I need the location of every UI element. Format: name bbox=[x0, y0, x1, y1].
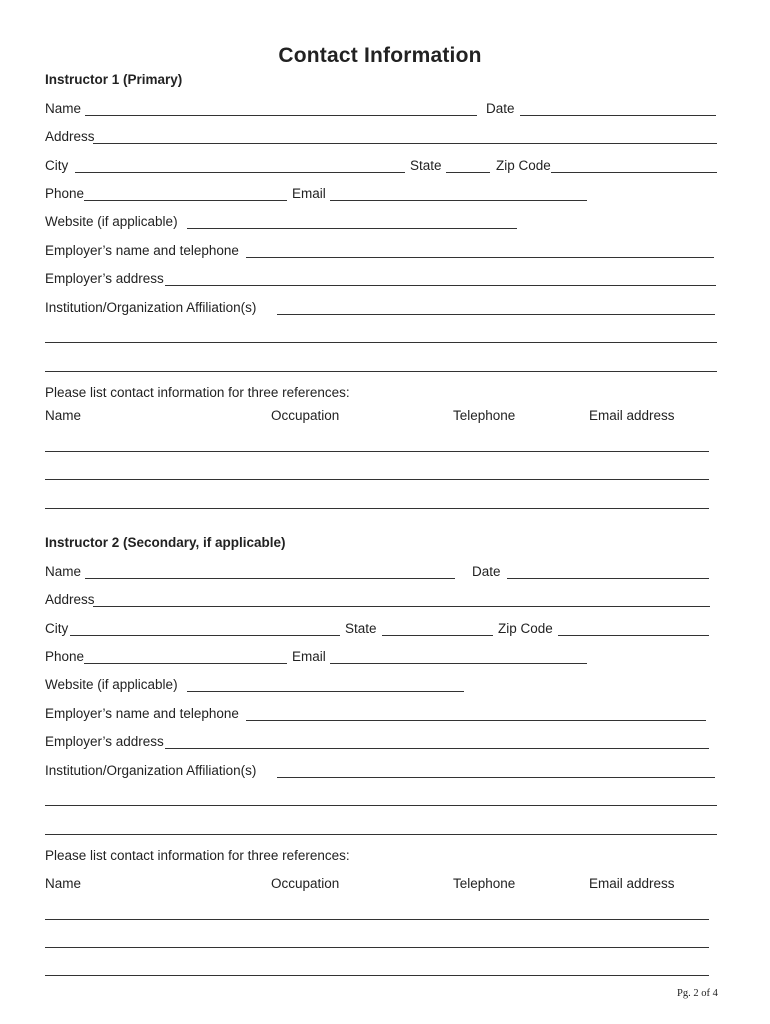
i1-employer-name-field[interactable] bbox=[246, 257, 714, 258]
i2-references-prompt: Please list contact information for three references: bbox=[45, 848, 350, 863]
page-number: Pg. 2 of 4 bbox=[677, 988, 718, 999]
i2-city-field[interactable] bbox=[70, 635, 340, 636]
i2-employer-name-label: Employer’s name and telephone bbox=[45, 706, 239, 721]
i2-ref-header-email: Email address bbox=[589, 876, 675, 891]
i2-website-field[interactable] bbox=[187, 691, 464, 692]
instructor-2-heading: Instructor 2 (Secondary, if applicable) bbox=[45, 535, 286, 550]
i2-employer-address-label: Employer’s address bbox=[45, 734, 164, 749]
i1-affiliation-label: Institution/Organization Affiliation(s) bbox=[45, 300, 257, 315]
i2-name-field[interactable] bbox=[85, 578, 455, 579]
i2-affiliation-line-2[interactable] bbox=[45, 805, 717, 806]
i2-employer-name-field[interactable] bbox=[246, 720, 706, 721]
i1-employer-address-label: Employer’s address bbox=[45, 271, 164, 286]
i1-reference-line-3[interactable] bbox=[45, 508, 709, 509]
i2-city-label: City bbox=[45, 621, 69, 636]
i1-phone-label: Phone bbox=[45, 186, 85, 201]
instructor-1-heading: Instructor 1 (Primary) bbox=[45, 72, 183, 87]
i1-website-field[interactable] bbox=[187, 228, 517, 229]
i2-affiliation-field[interactable] bbox=[277, 777, 715, 778]
i2-reference-line-1[interactable] bbox=[45, 919, 709, 920]
i2-date-field[interactable] bbox=[507, 578, 709, 579]
i1-ref-header-email: Email address bbox=[589, 408, 675, 423]
i1-date-label: Date bbox=[486, 101, 515, 116]
i2-employer-address-field[interactable] bbox=[165, 748, 709, 749]
i1-address-label: Address bbox=[45, 129, 95, 144]
i1-affiliation-line-2[interactable] bbox=[45, 342, 717, 343]
i1-name-label: Name bbox=[45, 101, 82, 116]
i1-email-label: Email bbox=[292, 186, 326, 201]
i1-affiliation-field[interactable] bbox=[277, 314, 715, 315]
i2-phone-field[interactable] bbox=[84, 663, 287, 664]
i1-state-label: State bbox=[410, 158, 442, 173]
i1-state-field[interactable] bbox=[446, 172, 490, 173]
i2-ref-header-telephone: Telephone bbox=[453, 876, 516, 891]
i1-phone-field[interactable] bbox=[84, 200, 287, 201]
i2-email-field[interactable] bbox=[330, 663, 587, 664]
i1-ref-header-occupation: Occupation bbox=[271, 408, 340, 423]
i1-name-field[interactable] bbox=[85, 115, 477, 116]
i1-affiliation-line-3[interactable] bbox=[45, 371, 717, 372]
i2-website-label: Website (if applicable) bbox=[45, 677, 178, 692]
i1-ref-header-name: Name bbox=[45, 408, 82, 423]
i2-state-field[interactable] bbox=[382, 635, 493, 636]
i2-phone-label: Phone bbox=[45, 649, 85, 664]
i2-address-label: Address bbox=[45, 592, 95, 607]
i1-reference-line-2[interactable] bbox=[45, 479, 709, 480]
i2-ref-header-name: Name bbox=[45, 876, 82, 891]
i1-email-field[interactable] bbox=[330, 200, 587, 201]
i1-references-prompt: Please list contact information for three references: bbox=[45, 385, 350, 400]
i1-reference-line-1[interactable] bbox=[45, 451, 709, 452]
i2-date-label: Date bbox=[472, 564, 501, 579]
i1-employer-name-label: Employer’s name and telephone bbox=[45, 243, 239, 258]
i2-state-label: State bbox=[345, 621, 377, 636]
i2-zip-field[interactable] bbox=[558, 635, 709, 636]
i2-reference-line-2[interactable] bbox=[45, 947, 709, 948]
i2-affiliation-label: Institution/Organization Affiliation(s) bbox=[45, 763, 257, 778]
i2-zip-label: Zip Code bbox=[498, 621, 553, 636]
i1-website-label: Website (if applicable) bbox=[45, 214, 178, 229]
i1-zip-label: Zip Code bbox=[496, 158, 551, 173]
i1-employer-address-field[interactable] bbox=[165, 285, 716, 286]
i1-city-label: City bbox=[45, 158, 69, 173]
i1-date-field[interactable] bbox=[520, 115, 716, 116]
i2-ref-header-occupation: Occupation bbox=[271, 876, 340, 891]
i2-address-field[interactable] bbox=[93, 606, 710, 607]
i1-city-field[interactable] bbox=[75, 172, 405, 173]
i1-zip-field[interactable] bbox=[551, 172, 717, 173]
i2-affiliation-line-3[interactable] bbox=[45, 834, 717, 835]
i2-email-label: Email bbox=[292, 649, 326, 664]
page-title: Contact Information bbox=[278, 44, 482, 67]
i1-address-field[interactable] bbox=[93, 143, 717, 144]
i2-name-label: Name bbox=[45, 564, 82, 579]
i1-ref-header-telephone: Telephone bbox=[453, 408, 516, 423]
i2-reference-line-3[interactable] bbox=[45, 975, 709, 976]
